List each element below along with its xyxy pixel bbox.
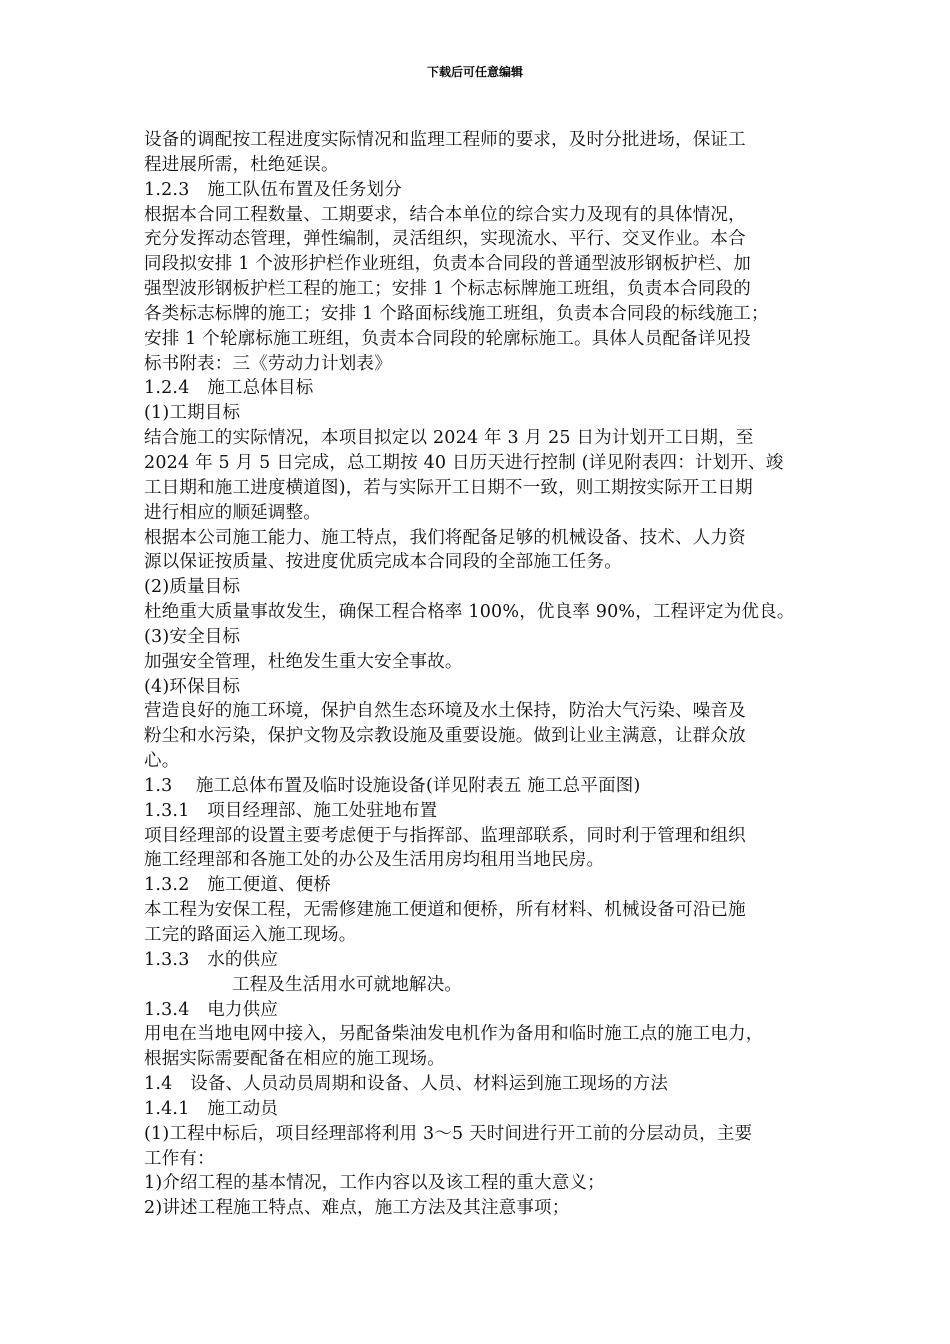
paragraph-line: 安排 1 个轮廓标施工班组，负责本合同段的轮廓标施工。具体人员配备详见投 bbox=[144, 328, 751, 349]
paragraph-line: 施工经理部和各施工处的办公及生活用房均租用当地民房。 bbox=[144, 850, 605, 871]
section-heading-1-2-4: 1.2.4 施工总体目标 bbox=[144, 378, 314, 399]
paragraph-line: 结合施工的实际情况，本项目拟定以 2024 年 3 月 25 日为计划开工日期，至 bbox=[144, 428, 754, 449]
subheading-quality-target: (2)质量目标 bbox=[144, 577, 241, 598]
document-body bbox=[144, 128, 816, 1221]
paragraph-line: 粉尘和水污染，保护文物及宗教设施及重要设施。做到让业主满意，让群众放 bbox=[144, 726, 746, 747]
page-header-note: 下载后可任意编辑 bbox=[426, 65, 523, 79]
paragraph-line: 根据本合同工程数量、工期要求，结合本单位的综合实力及现有的具体情况， bbox=[144, 204, 746, 225]
paragraph-line: 营造良好的施工环境，保护自然生态环境及水土保持，防治大气污染、噪音及 bbox=[144, 701, 746, 722]
section-heading-1-2-3: 1.2.3 施工队伍布置及任务划分 bbox=[144, 179, 402, 200]
paragraph-line: 工作有： bbox=[144, 1148, 215, 1169]
section-heading-1-4-1: 1.4.1 施工动员 bbox=[144, 1098, 279, 1119]
subheading-environment-target: (4)环保目标 bbox=[144, 676, 241, 697]
section-heading-1-3-4: 1.3.4 电力供应 bbox=[144, 999, 279, 1020]
paragraph-line: 同段拟安排 1 个波形护栏作业班组，负责本合同段的普通型波形钢板护栏、加 bbox=[144, 254, 751, 275]
paragraph-line: 加强安全管理，杜绝发生重大安全事故。 bbox=[144, 651, 463, 672]
list-item: 2)讲述工程施工特点、难点，施工方法及其注意事项； bbox=[144, 1198, 570, 1219]
paragraph-line: 工日期和施工进度横道图)，若与实际开工日期不一致，则工期按实际开工日期 bbox=[144, 477, 753, 498]
subheading-schedule-target: (1)工期目标 bbox=[144, 403, 241, 424]
paragraph-line: 进行相应的顺延调整。 bbox=[144, 502, 321, 523]
paragraph-line: 用电在当地电网中接入，另配备柴油发电机作为备用和临时施工点的施工电力， bbox=[144, 1024, 764, 1045]
section-heading-1-3-2: 1.3.2 施工便道、便桥 bbox=[144, 875, 332, 896]
section-heading-1-3-1: 1.3.1 项目经理部、施工处驻地布置 bbox=[144, 800, 438, 821]
paragraph-line: 杜绝重大质量事故发生，确保工程合格率 100%，优良率 90%，工程评定为优良。 bbox=[144, 602, 795, 623]
paragraph-line: (1)工程中标后，项目经理部将利用 3～5 天时间进行开工前的分层动员，主要 bbox=[144, 1123, 753, 1144]
paragraph-line: 设备的调配按工程进度实际情况和监理工程师的要求，及时分批进场，保证工 bbox=[144, 130, 746, 150]
section-heading-1-4: 1.4 设备、人员动员周期和设备、人员、材料运到施工现场的方法 bbox=[144, 1074, 669, 1095]
section-heading-1-3: 1.3 施工总体布置及临时设施设备(详见附表五 施工总平面图) bbox=[144, 775, 641, 796]
paragraph-line: 根据本公司施工能力、施工特点，我们将配备足够的机械设备、技术、人力资 bbox=[144, 527, 746, 548]
paragraph-line: 根据实际需要配备在相应的施工现场。 bbox=[144, 1049, 445, 1070]
paragraph-line: 程进展所需，杜绝延误。 bbox=[144, 154, 339, 175]
section-heading-1-3-3: 1.3.3 水的供应 bbox=[144, 949, 279, 970]
paragraph-line: 本工程为安保工程，无需修建施工便道和便桥，所有材料、机械设备可沿已施 bbox=[144, 900, 746, 921]
paragraph-line: 2024 年 5 月 5 日完成，总工期按 40 日历天进行控制 (详见附表四：计划开、竣 bbox=[144, 452, 784, 473]
subheading-safety-target: (3)安全目标 bbox=[144, 626, 241, 647]
paragraph-line: 源以保证按质量、按进度优质完成本合同段的全部施工任务。 bbox=[144, 552, 622, 573]
paragraph-line: 各类标志标牌的施工；安排 1 个路面标线施工班组，负责本合同段的标线施工； bbox=[144, 303, 769, 324]
paragraph-line: 充分发挥动态管理，弹性编制，灵活组织，实现流水、平行、交叉作业。本合 bbox=[144, 229, 746, 250]
paragraph-line-indented: 工程及生活用水可就地解决。 bbox=[232, 974, 463, 995]
list-item: 1)介绍工程的基本情况，工作内容以及该工程的重大意义； bbox=[144, 1173, 605, 1194]
paragraph-line: 项目经理部的设置主要考虑便于与指挥部、监理部联系，同时利于管理和组织 bbox=[144, 825, 746, 846]
paragraph-line: 工完的路面运入施工现场。 bbox=[144, 925, 357, 945]
paragraph-line: 强型波形钢板护栏工程的施工；安排 1 个标志标牌施工班组，负责本合同段的 bbox=[144, 279, 751, 300]
paragraph-line: 标书附表：三《劳动力计划表》 bbox=[144, 353, 392, 374]
paragraph-line: 心。 bbox=[144, 751, 180, 772]
